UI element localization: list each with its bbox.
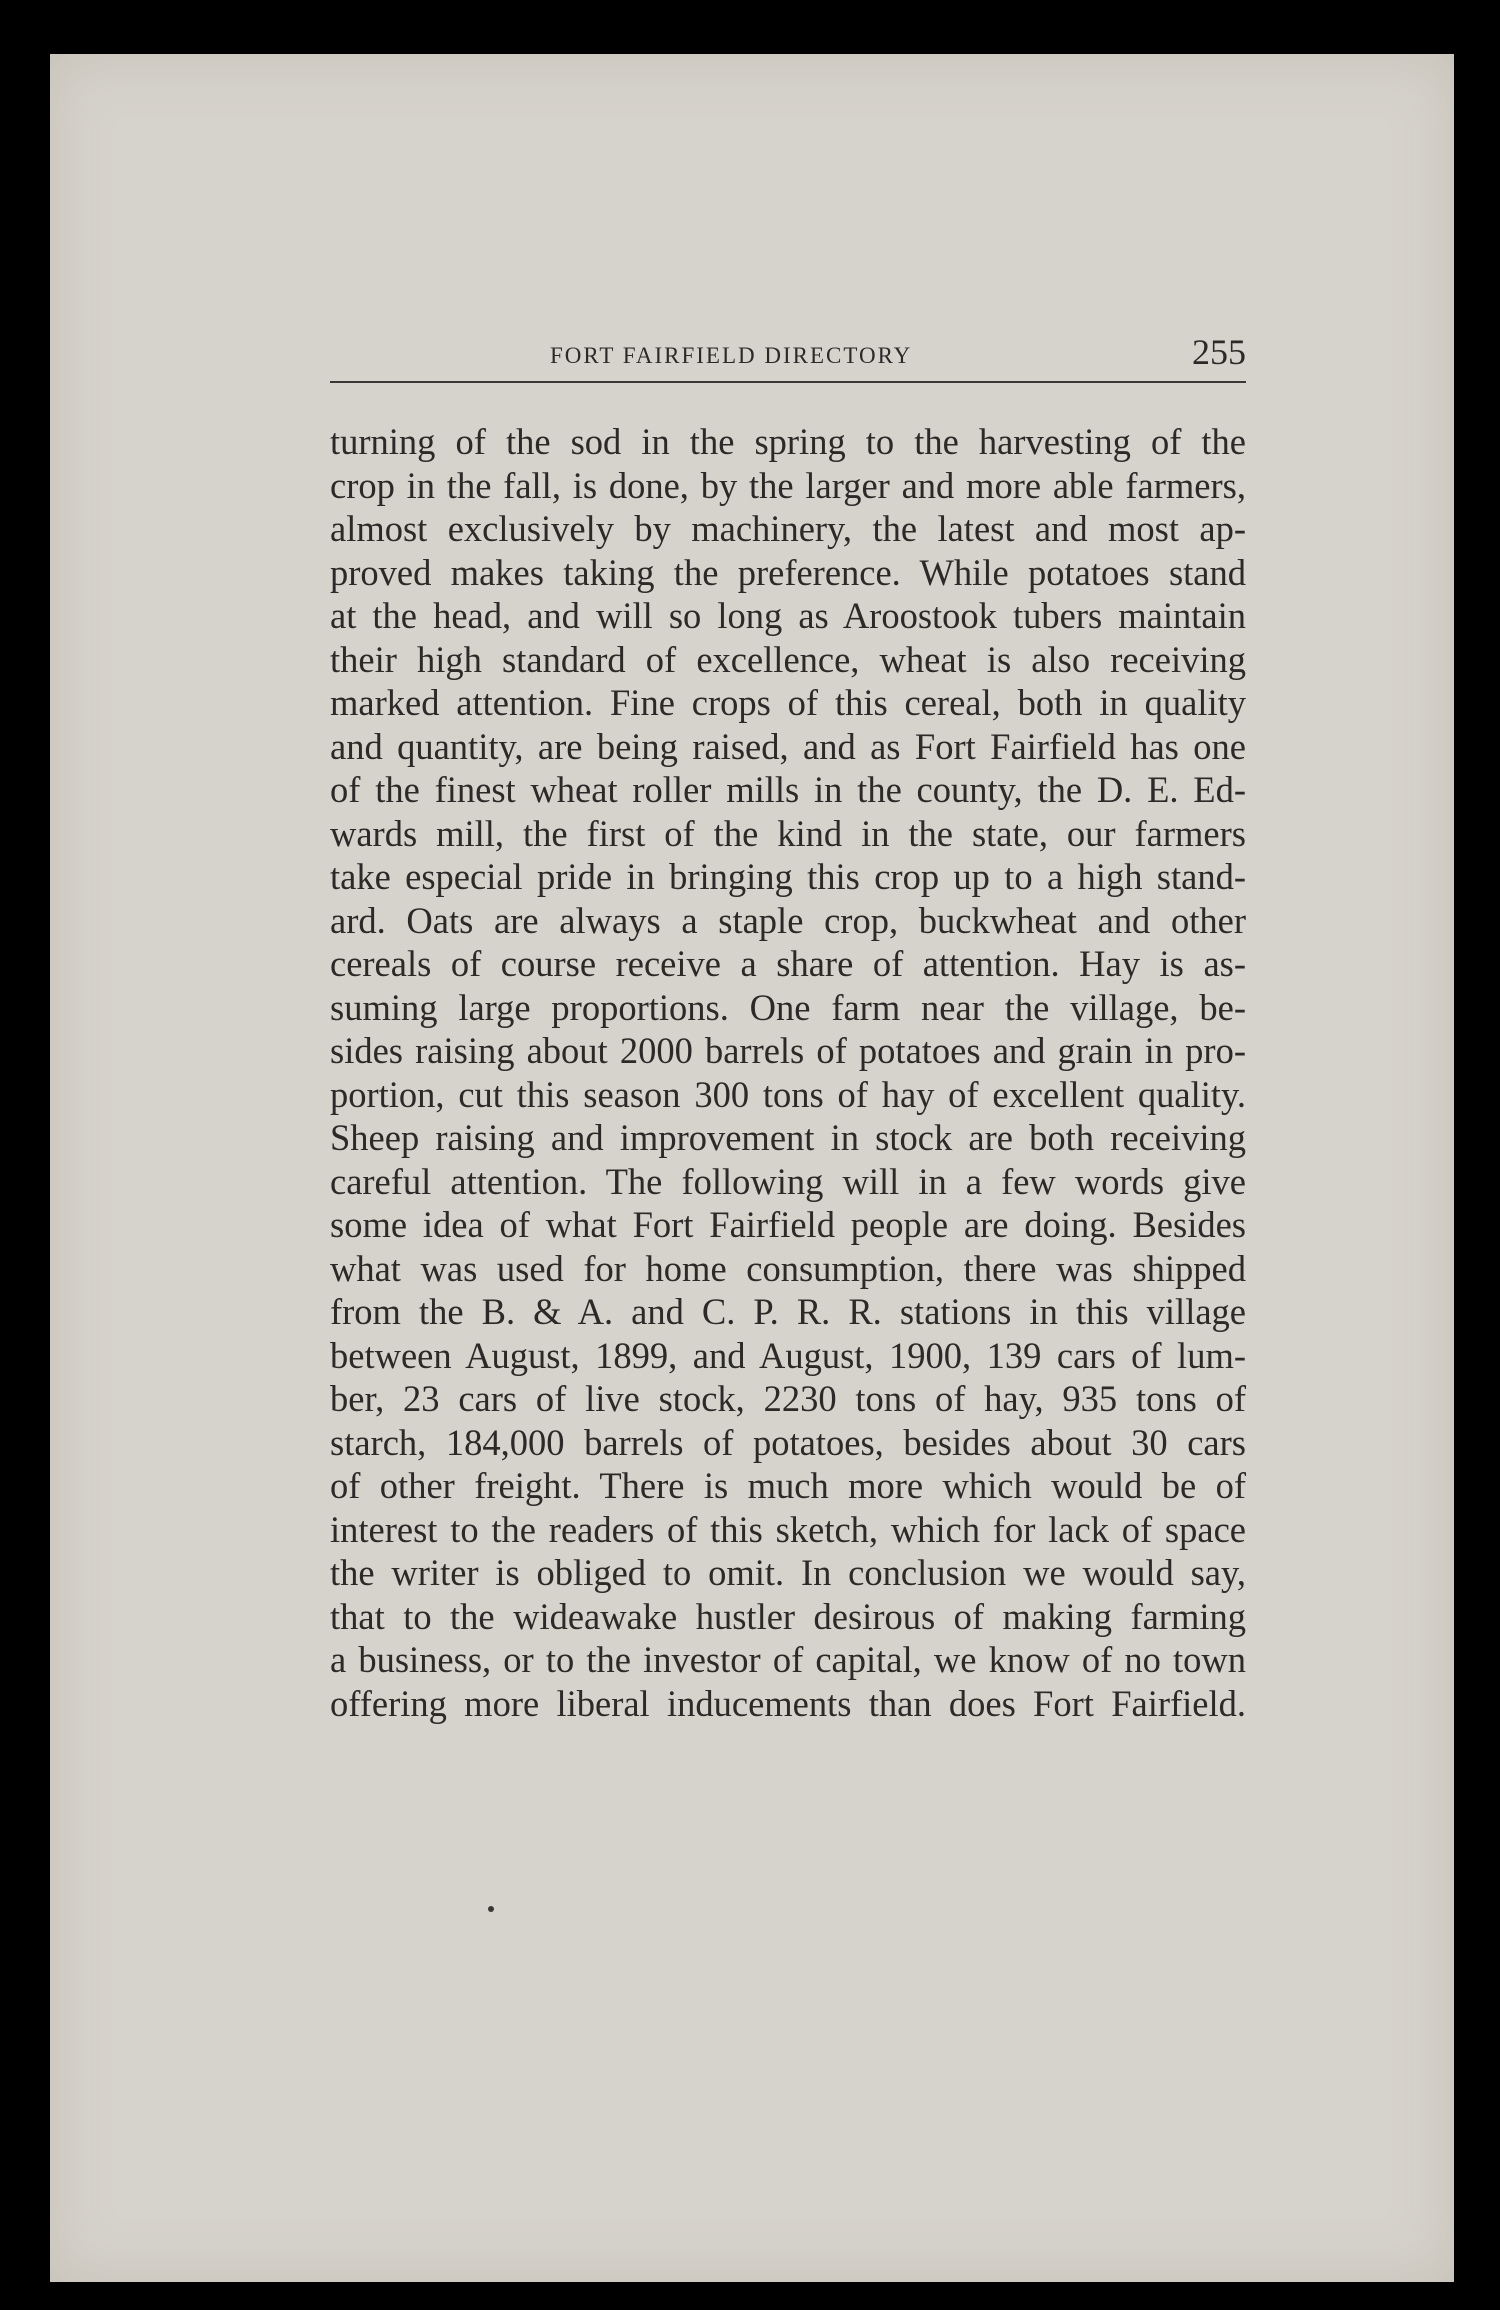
text-line: a business, or to the investor of capital, we know of no town	[330, 1639, 1246, 1680]
running-title: FORT FAIRFIELD DIRECTORY	[550, 343, 913, 368]
text-line: that to the wideawake hustler desirous of making farming	[330, 1595, 1246, 1637]
text-line: marked attention. Fine crops of this cereal, both in quality	[330, 682, 1246, 723]
text-line: proved makes taking the preference. While potatoes stand	[330, 551, 1246, 593]
book-page	[50, 54, 1454, 2282]
text-line: careful attention. The following will in a few words give	[330, 1160, 1246, 1202]
text-line: at the head, and will so long as Aroostook tubers maintain	[330, 595, 1246, 636]
text-line: and quantity, are being raised, and as Fort Fairfield has one	[330, 725, 1246, 767]
text-line: sides raising about 2000 barrels of potatoes and grain in pro-	[330, 1030, 1246, 1071]
page-header	[330, 332, 1246, 387]
text-line: the writer is obliged to omit. In conclusion we would say,	[330, 1552, 1246, 1593]
text-line: what was used for home consumption, there was shipped	[330, 1247, 1246, 1289]
text-line: suming large proportions. One farm near the village, be-	[330, 986, 1246, 1028]
text-line: interest to the readers of this sketch, which for lack of space	[330, 1508, 1246, 1550]
body-text	[330, 420, 1246, 1725]
text-line: cereals of course receive a share of attention. Hay is as-	[330, 943, 1246, 984]
text-line: portion, cut this season 300 tons of hay of excellent quality.	[330, 1073, 1246, 1115]
text-line: some idea of what Fort Fairfield people are doing. Besides	[330, 1204, 1246, 1245]
text-line: of the finest wheat roller mills in the county, the D. E. Ed-	[330, 769, 1246, 810]
ink-speck	[488, 1906, 494, 1912]
text-line: wards mill, the first of the kind in the state, our farmers	[330, 812, 1246, 854]
text-line: from the B. & A. and C. P. R. R. stations in this village	[330, 1291, 1246, 1332]
page-number: 255	[1192, 332, 1246, 372]
text-line: almost exclusively by machinery, the latest and most ap-	[330, 508, 1246, 549]
text-line: ber, 23 cars of live stock, 2230 tons of hay, 935 tons of	[330, 1378, 1246, 1419]
header-rule	[330, 381, 1246, 383]
text-line: their high standard of excellence, wheat is also receiving	[330, 638, 1246, 680]
text-line: between August, 1899, and August, 1900, 139 cars of lum-	[330, 1334, 1246, 1376]
text-line: starch, 184,000 barrels of potatoes, besides about 30 cars	[330, 1421, 1246, 1463]
text-line: offering more liberal inducements than does Fort Fairfield.	[330, 1682, 1246, 1724]
text-line: crop in the fall, is done, by the larger and more able farmers,	[330, 464, 1246, 506]
text-line: of other freight. There is much more which would be of	[330, 1465, 1246, 1506]
text-line: ard. Oats are always a staple crop, buckwheat and other	[330, 899, 1246, 941]
text-line: take especial pride in bringing this crop up to a high stand-	[330, 856, 1246, 897]
text-line: turning of the sod in the spring to the harvesting of the	[330, 421, 1246, 462]
text-line: Sheep raising and improvement in stock are both receiving	[330, 1117, 1246, 1158]
